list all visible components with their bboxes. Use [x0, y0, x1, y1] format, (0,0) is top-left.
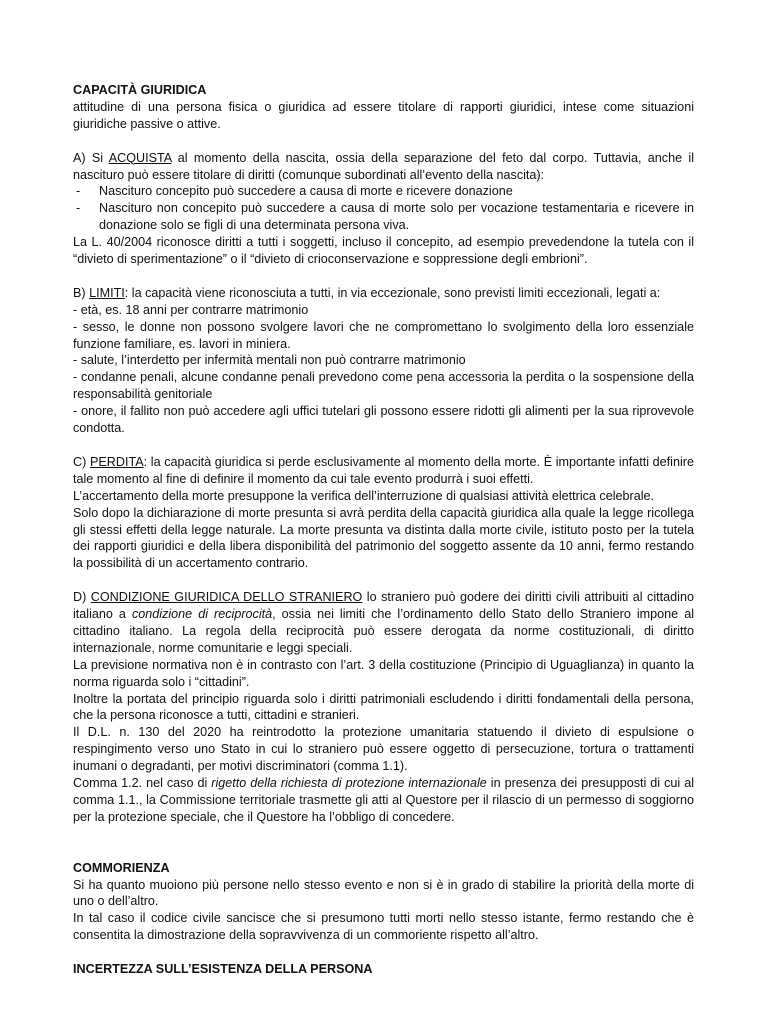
heading-incertezza: INCERTEZZA SULL’ESISTENZA DELLA PERSONA	[73, 962, 373, 977]
list-item	[73, 200, 694, 234]
keyword-straniero: CONDIZIONE GIURIDICA DELLO STRANIERO	[90, 590, 363, 605]
paragraph: Si ha quanto muoiono più persone nello stesso evento e non si è in grado di stabilire la priorità della morte di uno o dell’altro.	[73, 877, 694, 909]
paragraph: Il D.L. n. 130 del 2020 ha reintrodotto la protezione umanitaria statuendo il divieto di espulsione o respingimento verso uno Stato in cui lo straniero può essere oggetto di persecuzione, tortura o trattamenti inumani o degradanti, per motivi discriminatori (comma 1.1).	[73, 725, 694, 774]
section-prefix: C)	[73, 454, 90, 469]
section-text: , ossia nei limiti che l’ordinamento dello Stato dello Straniero impone al cittadino italiano. La regola della reciprocità può essere derogata da norme costituzionali, di diritto internazionale, norme comunitarie e leggi speciali.	[73, 607, 694, 655]
section-prefix: A) Si	[73, 150, 109, 165]
section-acquista	[73, 150, 694, 184]
bullet-list	[73, 183, 694, 234]
section-text: : la capacità viene riconosciuta a tutti, in via eccezionale, sono previsti limiti eccezionali, legati a:	[124, 285, 661, 300]
section-perdita	[73, 454, 694, 488]
heading-capacita-giuridica: CAPACITÀ GIURIDICA	[73, 83, 207, 97]
law-paragraph: La L. 40/2004 riconosce diritti a tutti i soggetti, incluso il concepito, ad esempio prevedendone la tutela con il “divieto di sperimentazione” o il “divieto di crioconservazione e soppressione degli embrioni”.	[73, 235, 694, 267]
limit-item: - salute, l’interdetto per infermità mentali non può contrarre matrimonio	[73, 353, 466, 368]
section-text: lo straniero può godere dei diritti civili attribuiti al cittadino italiano a	[73, 590, 694, 622]
list-item	[73, 183, 694, 200]
section-limiti	[73, 285, 694, 302]
section-prefix: D)	[73, 590, 91, 605]
list-item-text: Nascituro non concepito può succedere a causa di morte solo per vocazione testamentaria e ricevere in donazione solo se figli di una determinata persona viva.	[99, 201, 694, 233]
limit-item: - condanne penali, alcune condanne penali prevedono come pena accessoria la perdita o la sospensione della responsabilità genitoriale	[73, 370, 694, 402]
paragraph: Solo dopo la dichiarazione di morte presunta si avrà perdita della capacità giuridica alla quale la legge ricollega gli stessi effetti della legge naturale. La morte presunta va distinta dalla morte civile, istituto posto per la tutela dei rapporti giuridici e della libera disponibilità del patrimonio del soggetto assente da 10 anni, fermo restando la possibilità di un accertamento contrario.	[73, 505, 694, 571]
limit-item: - onore, il fallito non può accedere agli uffici tutelari gli possono essere ridotti gli alimenti per la sua riprovevole condotta.	[73, 404, 694, 436]
section-text: : la capacità giuridica si perde esclusivamente al momento della morte. È importante infatti definire tale momento al fine di definire il momento da cui tale evento produrrà i suoi effetti.	[73, 454, 694, 486]
bullet-marker: -	[76, 184, 81, 199]
document-page	[73, 82, 694, 978]
paragraph: In tal caso il codice civile sancisce che si presumono tutti morti nello stesso istante, fermo restando che è consentita la dimostrazione della sopravvivenza di un commoriente rispetto all’altro.	[73, 911, 694, 943]
italic-text: condizione di reciprocità	[131, 607, 273, 622]
italic-text: rigetto della richiesta di protezione internazionale	[211, 776, 487, 791]
section-prefix: B)	[73, 285, 90, 300]
keyword-acquista: ACQUISTA	[108, 150, 172, 165]
limit-item: - età, es. 18 anni per contrarre matrimonio	[73, 302, 309, 317]
section-straniero	[73, 589, 694, 657]
paragraph: L’accertamento della morte presuppone la verifica dell’interruzione di qualsiasi attività elettrica celebrale.	[73, 488, 655, 503]
paragraph-text: Comma 1.2. nel caso di	[73, 776, 212, 791]
definition-paragraph: attitudine di una persona fisica o giuridica ad essere titolare di rapporti giuridici, intese come situazioni giuridiche passive o attive.	[73, 99, 694, 131]
limit-item: - sesso, le donne non possono svolgere lavori che ne compromettano lo svolgimento della loro essenziale funzione familiare, es. lavori in miniera.	[73, 319, 694, 351]
keyword-limiti: LIMITI	[89, 285, 125, 300]
keyword-perdita: PERDITA	[89, 454, 144, 469]
paragraph	[73, 775, 694, 826]
paragraph: Inoltre la portata del principio riguarda solo i diritti patrimoniali escludendo i diritti fondamentali della persona, che la persona riconosce a tutti, cittadini e stranieri.	[73, 691, 694, 723]
paragraph-text: in presenza dei presupposti di cui al comma 1.1., la Commissione territoriale trasmette gli atti al Questore per il rilascio di un permesso di soggiorno per la protezione speciale, che il Questore ha l’obbligo di concedere.	[73, 776, 694, 824]
section-text: al momento della nascita, ossia della separazione del feto dal corpo. Tuttavia, anche il nascituro può essere titolare di diritti (comunque subordinati all’evento della nascita):	[73, 150, 694, 182]
list-item-text: Nascituro concepito può succedere a causa di morte e ricevere donazione	[99, 184, 513, 199]
paragraph: La previsione normativa non è in contrasto con l’art. 3 della costituzione (Principio di Uguaglianza) in quanto la norma riguarda solo i “cittadini”.	[73, 657, 694, 689]
heading-commorienza: COMMORIENZA	[73, 860, 170, 875]
bullet-marker: -	[76, 201, 81, 216]
